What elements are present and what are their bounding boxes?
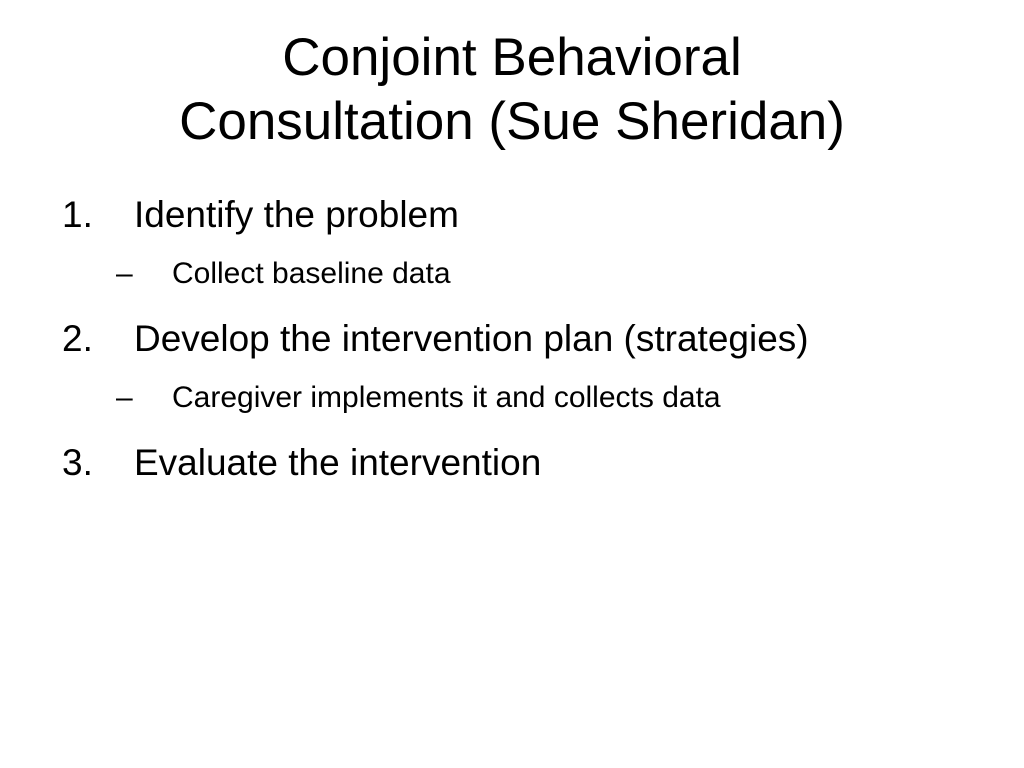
list-number: 2. (62, 318, 93, 359)
list-item-text: Identify the problem (134, 194, 459, 235)
list-subitem-text: Caregiver implements it and collects data (172, 381, 721, 414)
list-number: 1. (62, 194, 93, 235)
list-number: 3. (62, 442, 93, 483)
dash-bullet: – (116, 381, 133, 414)
list-item-text: Evaluate the intervention (134, 442, 542, 483)
list-item-text: Develop the intervention plan (strategies) (134, 318, 809, 359)
list-subitem-text: Collect baseline data (172, 257, 451, 290)
slide-title-line-1: Conjoint Behavioral (282, 28, 742, 87)
dash-bullet: – (116, 257, 133, 290)
slide-title-line-2: Consultation (Sue Sheridan) (179, 92, 845, 151)
